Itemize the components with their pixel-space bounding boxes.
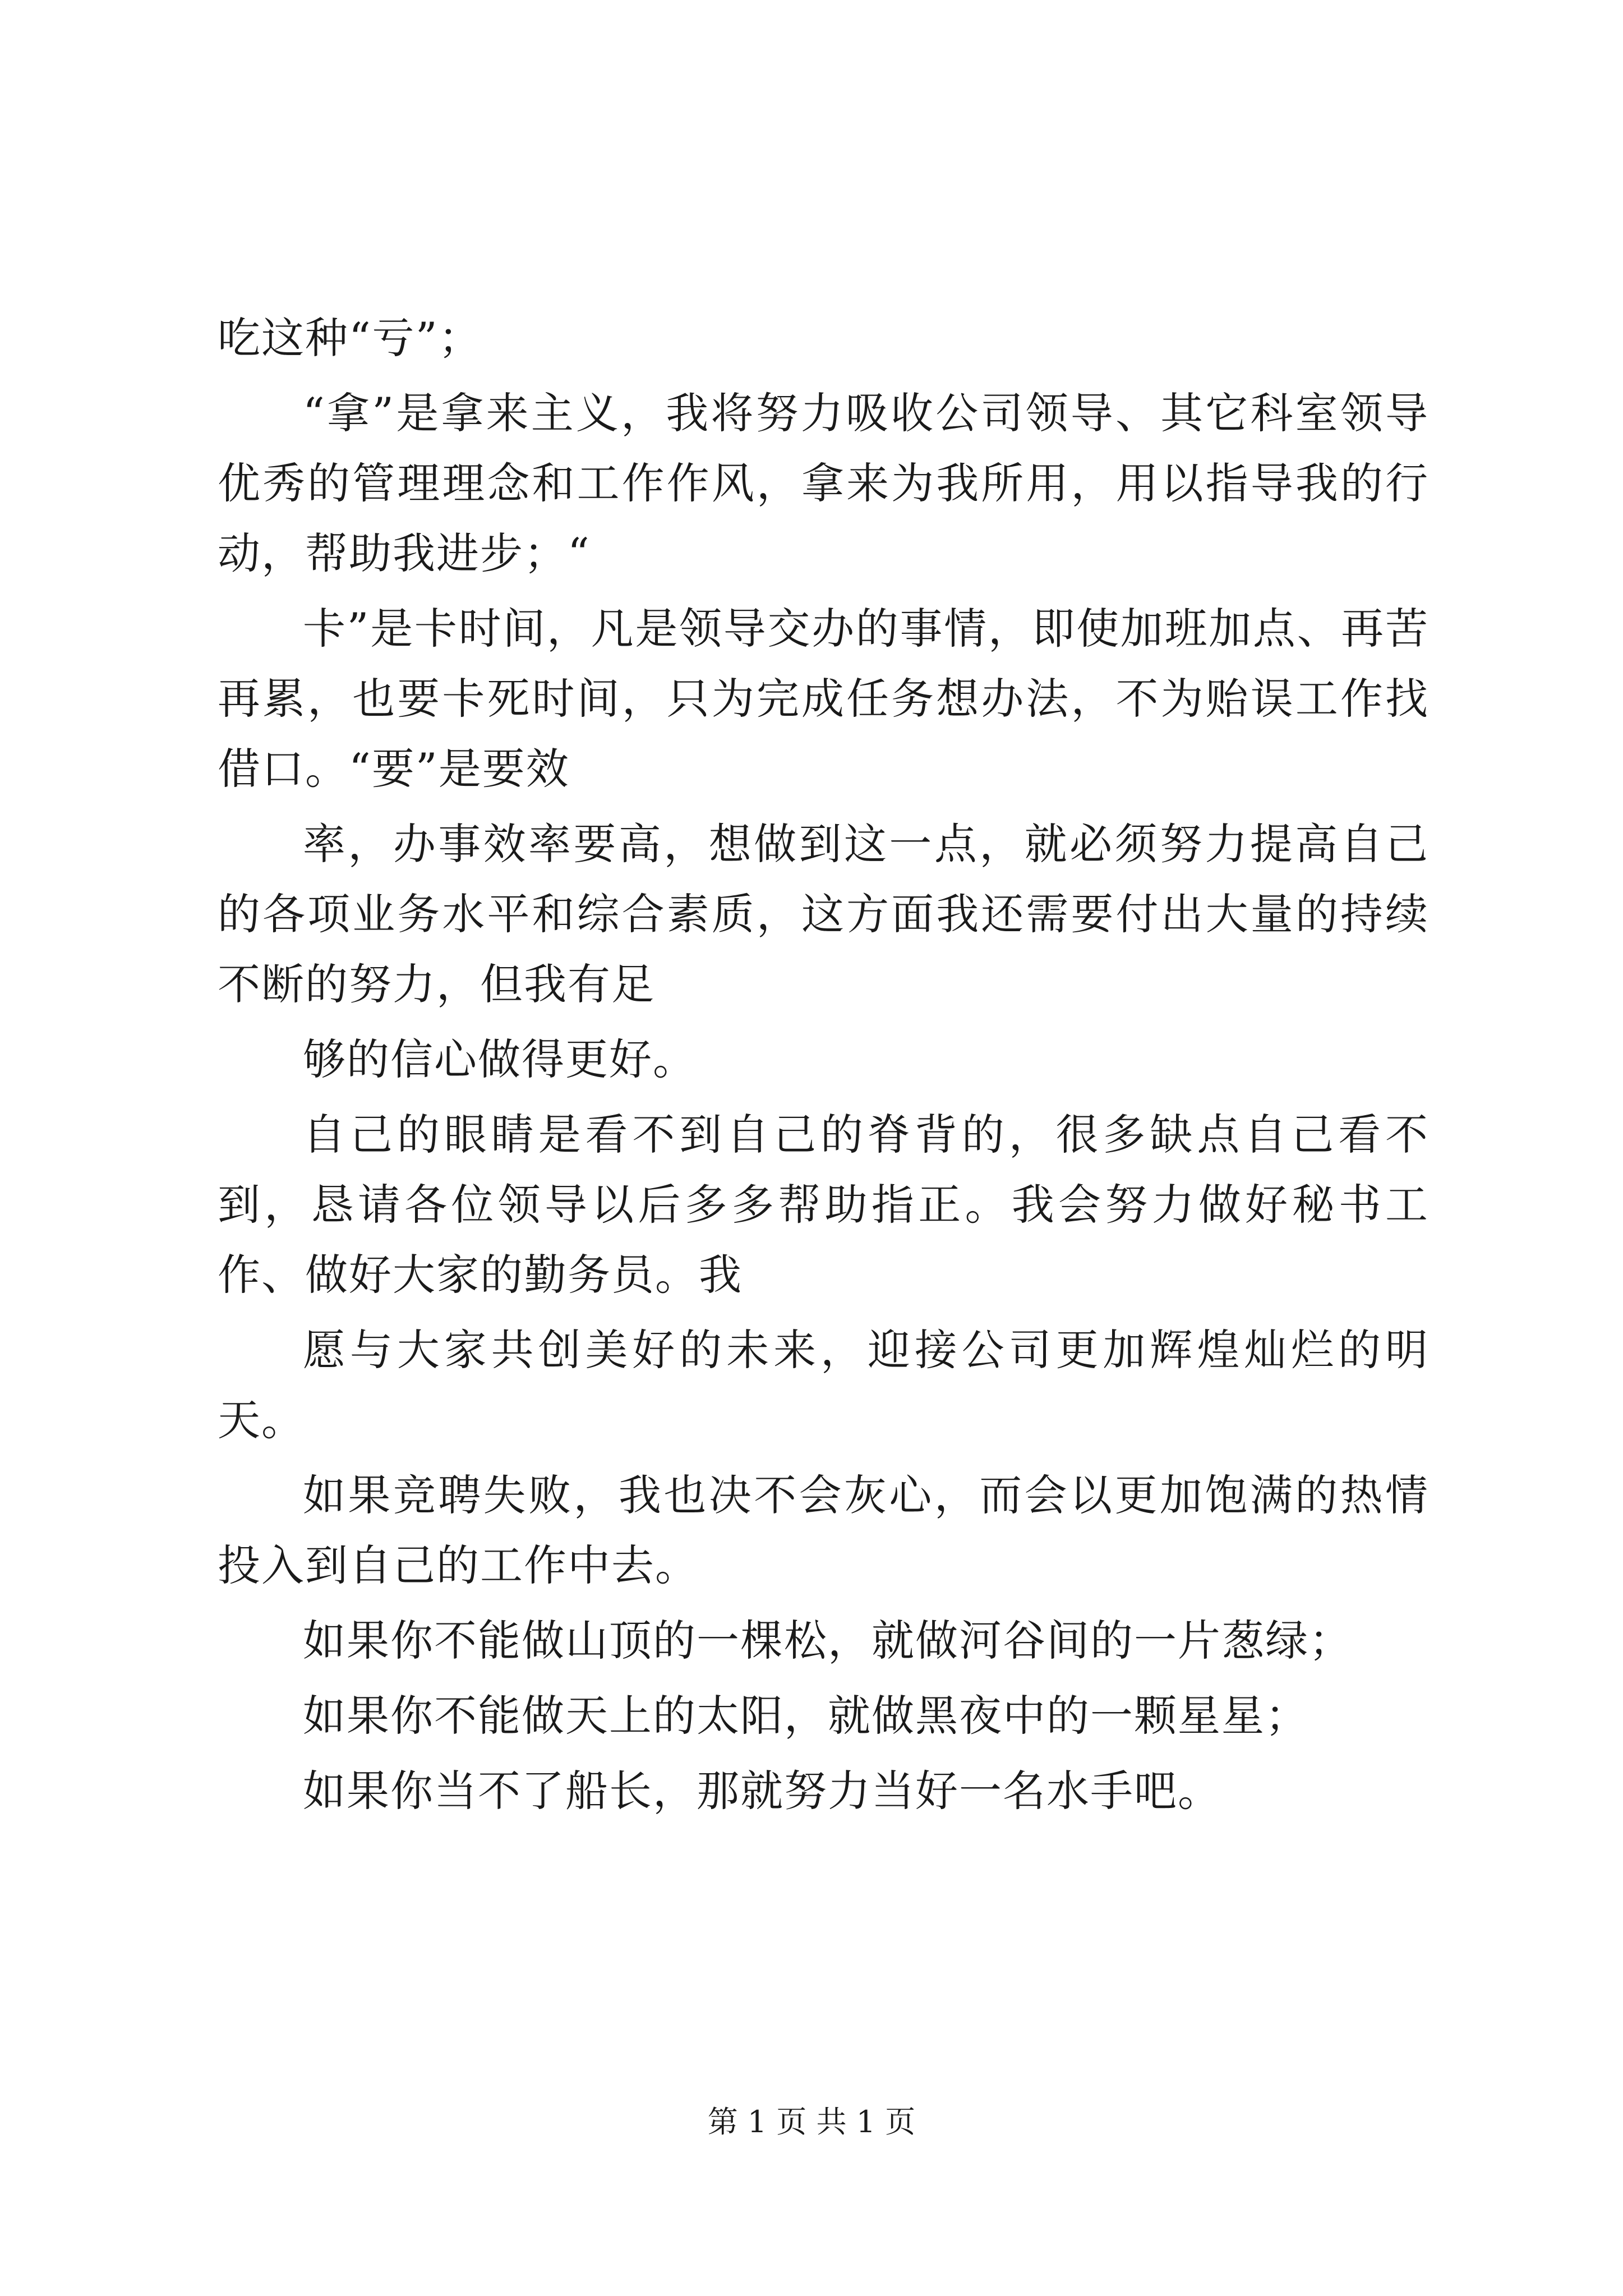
paragraph-4: 率，办事效率要高，想做到这一点，就必须努力提高自己的各项业务水平和综合素质，这方面我还需要付出大量的持续不断的努力，但我有足 (218, 819, 1429, 1009)
paragraph-6: 自己的眼睛是看不到自己的脊背的，很多缺点自己看不到，恳请各位领导以后多多帮助指正。我会努力做好秘书工作、做好大家的勤务员。我 (218, 1110, 1429, 1300)
document-body (218, 303, 1429, 1831)
page-footer (0, 2098, 1623, 2141)
paragraph-8: 如果竞聘失败，我也决不会灰心，而会以更加饱满的热情投入到自己的工作中去。 (218, 1470, 1429, 1590)
paragraph-2: “拿”是拿来主义，我将努力吸收公司领导、其它科室领导优秀的管理理念和工作作风，拿来为我所用，用以指导我的行动，帮助我进步；“ (218, 388, 1429, 578)
paragraph-3: 卡”是卡时间，凡是领导交办的事情，即使加班加点、再苦再累，也要卡死时间，只为完成任务想办法，不为贻误工作找借口。“要”是要效 (218, 604, 1429, 794)
paragraph-5: 够的信心做得更好。 (303, 1034, 697, 1084)
page-number-label: 第 1 页 共 1 页 (707, 2104, 916, 2139)
paragraph-10: 如果你不能做天上的太阳，就做黑夜中的一颗星星； (303, 1691, 1309, 1741)
paragraph-1: 吃这种“亏”； (218, 313, 482, 363)
paragraph-7: 愿与大家共创美好的未来，迎接公司更加辉煌灿烂的明天。 (218, 1325, 1429, 1445)
paragraph-11: 如果你当不了船长，那就努力当好一名水手吧。 (303, 1766, 1221, 1816)
paragraph-9: 如果你不能做山顶的一棵松，就做河谷间的一片葱绿； (303, 1616, 1353, 1665)
